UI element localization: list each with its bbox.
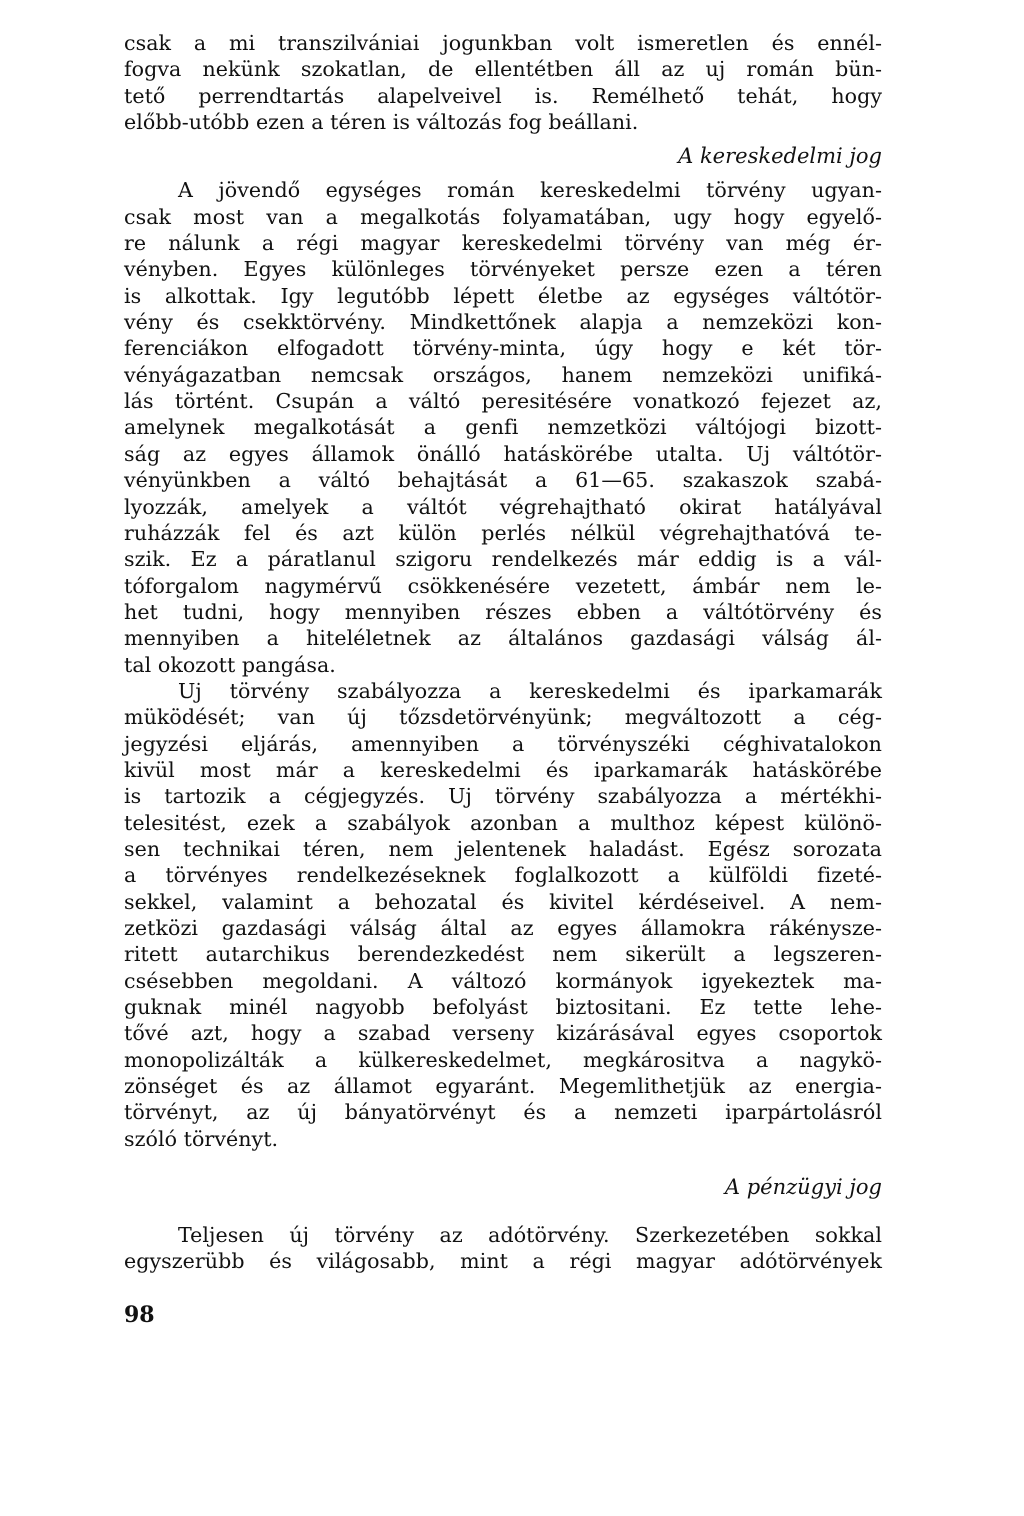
text-line: A jövendő egységes román kereskedelmi törvény ugyan- [178,178,882,203]
section2-paragraph-1 [124,1222,882,1275]
text-line: szik. Ez a páratlanul szigoru rendelkezés már eddig is a vál- [124,547,882,572]
section1-paragraph-2 [124,678,882,1152]
text-line: tal okozott pangása. [124,652,336,677]
text-line: ság az egyes államok önálló hatáskörébe utalta. Uj váltótör- [124,441,882,466]
text-line: vényben. Egyes különleges törvényeket persze ezen a téren [124,257,882,282]
text-line: a törvényes rendelkezéseknek foglalkozott a külföldi fizeté- [124,863,882,888]
text-line: zetközi gazdasági válság által az egyes államokra rákénysze- [124,916,882,940]
text-line: zönséget és az államot egyaránt. Megemlithetjük az energia- [124,1074,882,1099]
text-line: ferenciákon elfogadott törvény-minta, úgy hogy e két tör- [124,336,882,361]
text-line: is tartozik a cégjegyzés. Uj törvény szabályozza a mértékhi- [124,784,882,809]
text-line: Uj törvény szabályozza a kereskedelmi és iparkamarák [178,678,882,703]
text-line: lyozzák, amelyek a váltót végrehajtható okirat hatályával [124,494,882,519]
text-line: tóforgalom nagymérvű csökkenésére vezetett, ámbár nem le- [124,573,882,598]
text-line: tető perrendtartás alapelveivel is. Remélhető tehát, hogy [124,83,882,108]
text-line: vény és csekktörvény. Mindkettőnek alapja a nemzeközi kon- [124,310,882,335]
section-heading-penzugyi-jog: A pénzügyi jog [724,1175,882,1200]
text-line: re nálunk a régi magyar kereskedelmi törvény van még ér- [124,231,882,256]
text-line: vényágazatban nemcsak országos, hanem nemzeközi unifiká- [124,362,882,387]
text-line: guknak minél nagyobb befolyást biztositani. Ez tette lehe- [124,995,882,1020]
text-line: csak most van a megalkotás folyamatában, ugy hogy egyelő- [124,204,882,229]
text-line: het tudni, hogy mennyiben részes ebben a váltótörvény és [124,599,882,624]
text-line: telesitést, ezek a szabályok azonban a multhoz képest különö- [124,810,882,835]
page-body [124,30,882,1275]
text-line: müködését; van új tőzsdetörvényünk; megváltozott a cég- [124,705,882,730]
text-line: sen technikai téren, nem jelentenek haladást. Egész sorozata [124,836,882,861]
text-line: előbb-utóbb ezen a téren is változás fog beállani. [124,110,639,135]
text-line: monopolizálták a külkereskedelmet, megkárositva a nagykö- [124,1047,882,1072]
text-line: lás történt. Csupán a váltó peresitésére vonatkozó fejezet az, [124,389,882,414]
text-line: szóló törvényt. [124,1126,279,1151]
text-line: törvényt, az új bányatörvényt és a nemzeti iparpártolásról [124,1100,882,1125]
text-line: amelynek megalkotását a genfi nemzetközi váltójogi bizott- [124,415,882,440]
text-line: sekkel, valamint a behozatal és kivitel kérdéseivel. A nem- [124,889,882,914]
text-line: csak a mi transzilvániai jogunkban volt ismeretlen és ennél- [124,31,882,55]
text-line: vényünkben a váltó behajtását a 61—65. szakaszok szabá- [124,468,882,493]
text-line: Teljesen új törvény az adótörvény. Szerkezetében sokkal [178,1223,882,1248]
section-heading-kereskedelmi-jog: A kereskedelmi jog [678,144,882,169]
text-line: fogva nekünk szokatlan, de ellentétben áll az uj román bün- [124,57,882,82]
text-line: tővé azt, hogy a szabad verseny kizárásával egyes csoportok [124,1021,882,1046]
section1-paragraph-1 [124,177,882,678]
page-number: 98 [124,1302,155,1328]
text-line: csésebben megoldani. A változó kormányok igyekeztek ma- [124,968,882,993]
text-line: kivül most már a kereskedelmi és iparkamarák hatáskörébe [124,757,882,782]
text-line: mennyiben a hiteléletnek az általános gazdasági válság ál- [124,626,882,651]
intro-paragraph [124,30,882,135]
text-line: ruházzák fel és azt külön perlés nélkül végrehajthatóvá te- [124,520,882,545]
text-line: jegyzési eljárás, amennyiben a törvényszéki céghivatalokon [124,731,882,756]
text-line: ritett autarchikus berendezkedést nem sikerült a legszeren- [124,942,882,967]
text-line: is alkottak. Igy legutóbb lépett életbe az egységes váltótör- [124,283,882,308]
text-line: egyszerübb és világosabb, mint a régi magyar adótörvények [124,1249,882,1274]
